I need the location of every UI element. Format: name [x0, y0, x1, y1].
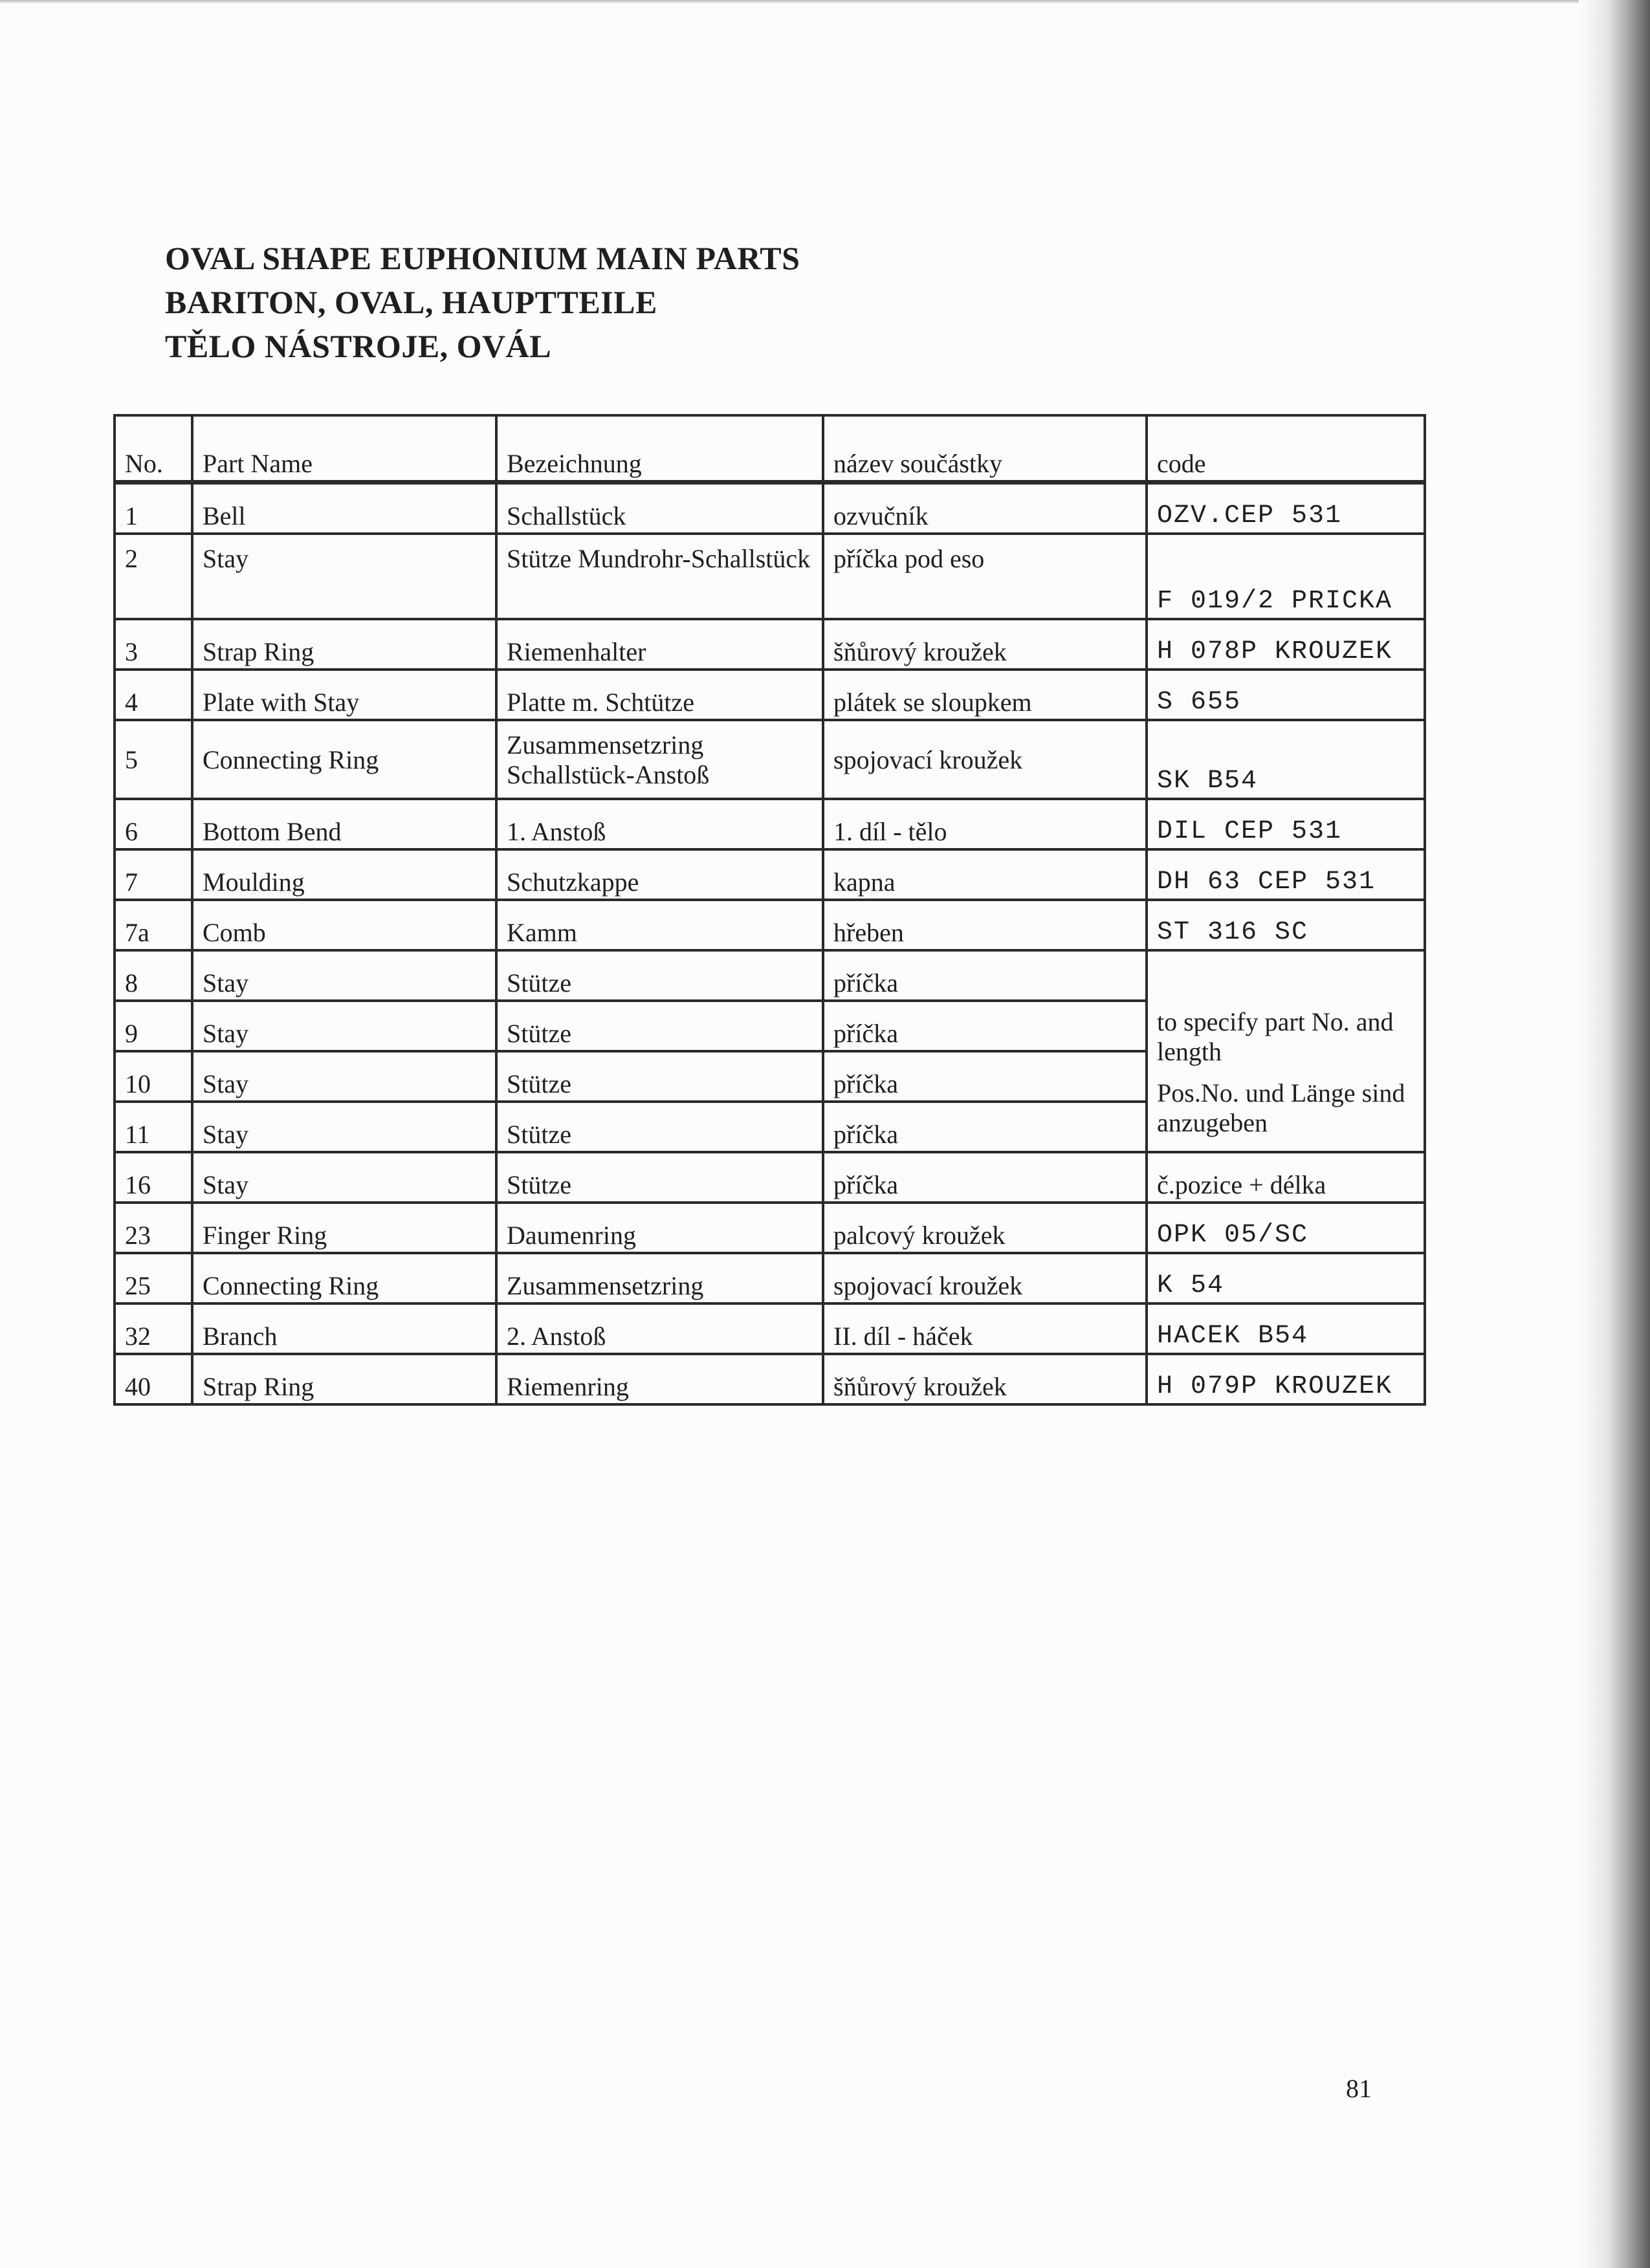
cell-de: Zusammensetzring: [496, 1253, 823, 1303]
cell-no: 5: [115, 720, 192, 799]
cell-no: 3: [115, 619, 192, 670]
cell-de: Kamm: [496, 900, 823, 950]
cell-de: Stütze Mundrohr-Schallstück: [496, 534, 823, 619]
cell-de: 1. Anstoß: [496, 799, 823, 849]
cell-cz: hřeben: [823, 900, 1147, 950]
code-note-english: to specify part No. and length: [1157, 1007, 1394, 1066]
table-row: [115, 1253, 1425, 1303]
cell-de: Riemenring: [496, 1354, 823, 1404]
cell-part: Stay: [192, 1102, 496, 1152]
cell-part: Moulding: [192, 849, 496, 900]
cell-de: Stütze: [496, 1102, 823, 1152]
cell-cz: spojovací kroužek: [823, 1253, 1147, 1303]
table-row: [115, 799, 1425, 849]
table-row: [115, 619, 1425, 670]
cell-cz: 1. díl - tělo: [823, 799, 1147, 849]
cell-de: 2. Anstoß: [496, 1303, 823, 1354]
header-code: code: [1147, 415, 1425, 483]
cell-part: Branch: [192, 1303, 496, 1354]
table-row: [115, 670, 1425, 720]
header-bezeichnung: Bezeichnung: [496, 415, 823, 483]
page-number: 81: [1346, 2074, 1372, 2103]
cell-part: Connecting Ring: [192, 720, 496, 799]
cell-code: H 078P KROUZEK: [1147, 619, 1425, 670]
cell-code: HACEK B54: [1147, 1303, 1425, 1354]
table-row: [115, 483, 1425, 534]
cell-no: 25: [115, 1253, 192, 1303]
cell-no: 6: [115, 799, 192, 849]
cell-part: Bottom Bend: [192, 799, 496, 849]
cell-code: DH 63 CEP 531: [1147, 849, 1425, 900]
cell-no: 23: [115, 1203, 192, 1253]
cell-no: 4: [115, 670, 192, 720]
cell-code: S 655: [1147, 670, 1425, 720]
cell-part: Strap Ring: [192, 619, 496, 670]
table-row: [115, 900, 1425, 950]
cell-no: 10: [115, 1051, 192, 1102]
cell-no: 1: [115, 483, 192, 534]
cell-de: Stütze: [496, 950, 823, 1001]
header-nazev: název součástky: [823, 415, 1147, 483]
table-row: [115, 950, 1425, 1001]
table-row: [115, 1152, 1425, 1203]
cell-no: 7a: [115, 900, 192, 950]
cell-part: Stay: [192, 950, 496, 1001]
cell-de: Stütze: [496, 1001, 823, 1051]
title-block: [165, 236, 800, 368]
cell-de: Schutzkappe: [496, 849, 823, 900]
cell-cz: příčka: [823, 950, 1147, 1001]
code-note: [1147, 950, 1425, 1152]
cell-part: Stay: [192, 1051, 496, 1102]
table-row: [115, 720, 1425, 799]
table-header-row: [115, 415, 1425, 483]
cell-cz: šňůrový kroužek: [823, 1354, 1147, 1404]
cell-code: DIL CEP 531: [1147, 799, 1425, 849]
cell-cz: příčka: [823, 1001, 1147, 1051]
title-english: OVAL SHAPE EUPHONIUM MAIN PARTS: [165, 240, 800, 276]
cell-cz: spojovací kroužek: [823, 720, 1147, 799]
cell-no: 7: [115, 849, 192, 900]
cell-part: Connecting Ring: [192, 1253, 496, 1303]
cell-code: OPK 05/SC: [1147, 1203, 1425, 1253]
cell-part: Plate with Stay: [192, 670, 496, 720]
code-note-czech: č.pozice + délka: [1147, 1152, 1425, 1203]
cell-part: Comb: [192, 900, 496, 950]
cell-no: 32: [115, 1303, 192, 1354]
table-row: [115, 1303, 1425, 1354]
header-no: No.: [115, 415, 192, 483]
cell-code: SK B54: [1147, 720, 1425, 799]
cell-cz: příčka pod eso: [823, 534, 1147, 619]
cell-de: Stütze: [496, 1152, 823, 1203]
cell-code: OZV.CEP 531: [1147, 483, 1425, 534]
cell-cz: příčka: [823, 1152, 1147, 1203]
cell-cz: ozvučník: [823, 483, 1147, 534]
cell-no: 2: [115, 534, 192, 619]
cell-cz: plátek se sloupkem: [823, 670, 1147, 720]
cell-no: 8: [115, 950, 192, 1001]
cell-cz: příčka: [823, 1102, 1147, 1152]
cell-part: Stay: [192, 1001, 496, 1051]
parts-table: [113, 414, 1426, 1406]
cell-de: Riemenhalter: [496, 619, 823, 670]
cell-no: 16: [115, 1152, 192, 1203]
cell-cz: příčka: [823, 1051, 1147, 1102]
header-part-name: Part Name: [192, 415, 496, 483]
cell-no: 11: [115, 1102, 192, 1152]
cell-code: F 019/2 PRICKA: [1147, 534, 1425, 619]
code-note-german: Pos.No. und Länge sind anzugeben: [1157, 1078, 1405, 1137]
table-row: [115, 1203, 1425, 1253]
cell-cz: palcový kroužek: [823, 1203, 1147, 1253]
cell-de: Platte m. Schtütze: [496, 670, 823, 720]
cell-de: Stütze: [496, 1051, 823, 1102]
scan-edge-top: [0, 0, 1579, 4]
title-czech: TĚLO NÁSTROJE, OVÁL: [165, 328, 552, 364]
cell-code: K 54: [1147, 1253, 1425, 1303]
cell-de: Daumenring: [496, 1203, 823, 1253]
cell-code: ST 316 SC: [1147, 900, 1425, 950]
cell-cz: šňůrový kroužek: [823, 619, 1147, 670]
cell-part: Finger Ring: [192, 1203, 496, 1253]
scan-edge-right: [1579, 0, 1650, 2268]
cell-cz: kapna: [823, 849, 1147, 900]
cell-part: Strap Ring: [192, 1354, 496, 1404]
table-row: [115, 1354, 1425, 1404]
cell-de: Zusammensetzring Schallstück-Anstoß: [496, 720, 823, 799]
table-row: [115, 849, 1425, 900]
cell-no: 40: [115, 1354, 192, 1404]
cell-part: Bell: [192, 483, 496, 534]
table-row: [115, 534, 1425, 619]
cell-part: Stay: [192, 1152, 496, 1203]
cell-part: Stay: [192, 534, 496, 619]
cell-cz: II. díl - háček: [823, 1303, 1147, 1354]
cell-de: Schallstück: [496, 483, 823, 534]
cell-code: H 079P KROUZEK: [1147, 1354, 1425, 1404]
cell-no: 9: [115, 1001, 192, 1051]
title-german: BARITON, OVAL, HAUPTTEILE: [165, 284, 657, 320]
